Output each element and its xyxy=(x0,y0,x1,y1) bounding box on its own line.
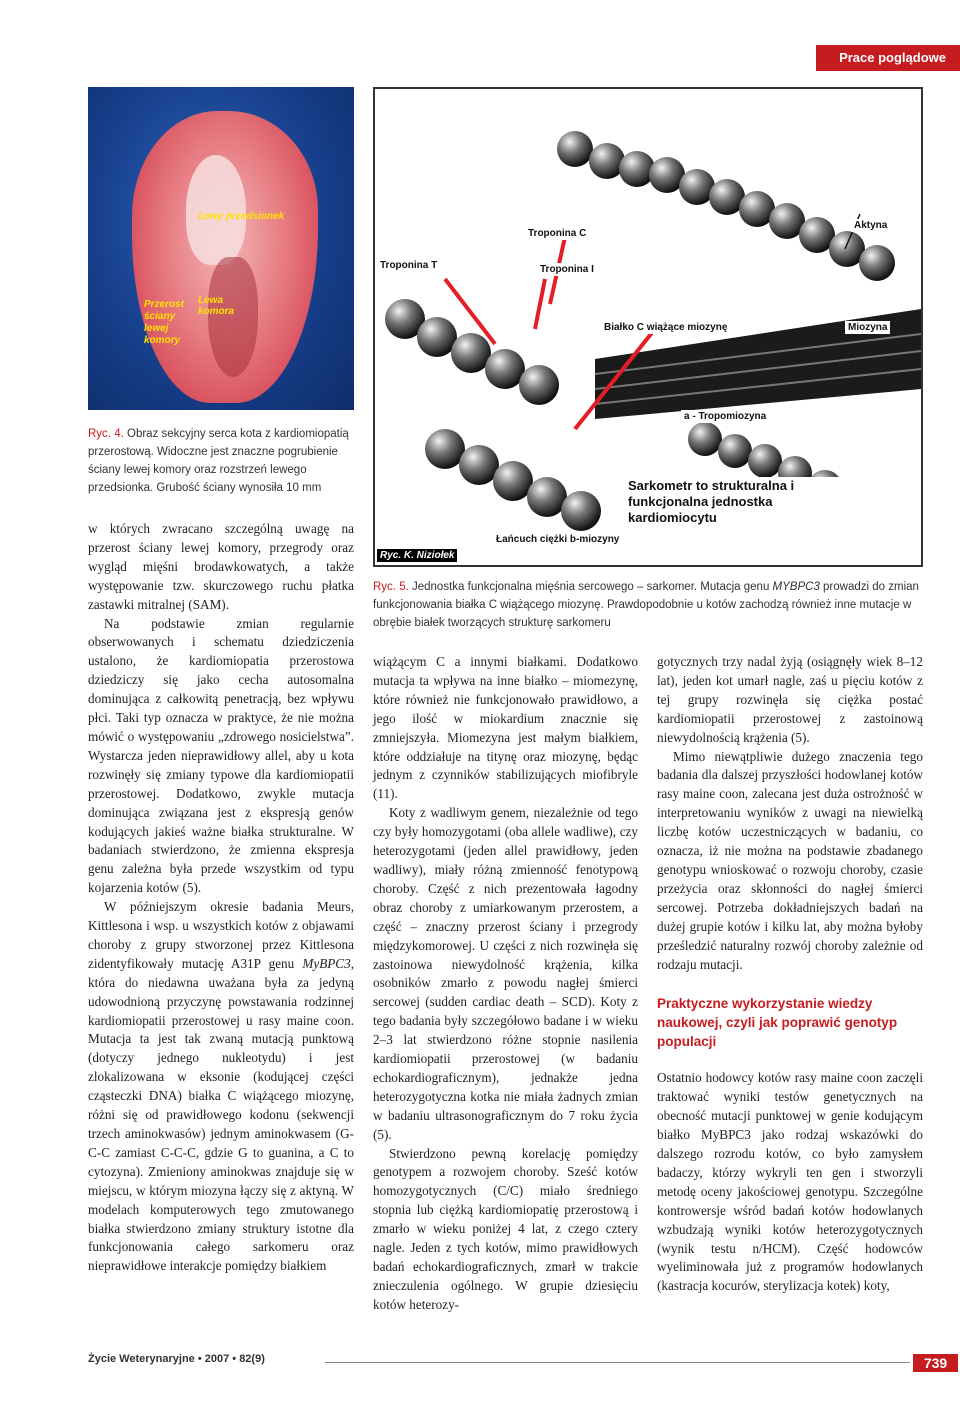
figure4-caption xyxy=(88,425,358,497)
label-left-atrium: Lewy przedsionek xyxy=(198,211,285,222)
figure5-caption-label: Ryc. 5. xyxy=(373,581,409,593)
column-3 xyxy=(657,653,923,1296)
figure5-caption-gene: MYBPC3 xyxy=(772,581,820,593)
column-2 xyxy=(373,653,638,1315)
label-hypertrophy: Przerost ściany lewej komory xyxy=(144,299,185,346)
label-troponin-i: Troponina I xyxy=(537,263,597,276)
column-1 xyxy=(88,520,354,1276)
figure4-caption-label: Ryc. 4. xyxy=(88,428,124,440)
col1-paragraph-2: Na podstawie zmian regularnie obserwowanych i schematu dziedziczenia ustalono, że kardiomiopatia przerostowa dziedziczy się jako cecha autosomalna dominująca z całkowitą penetracją, bez wpływu płci. Taki typ oznacza w praktyce, że nie można mówić o występowaniu „zdrowego nosicielstwa”. Wystarcza jeden nieprawidłowy allel, aby u kota rozwinęły się zmiany typowe dla kardiomiopatii przerostowej. Dodatkowo, zwykle mutacja dominująca związana jest z ekspresją genów kodujących jakieś ważne białka strukturalne. W badaniach stwierdzono, że zmienna ekspresja genu zależna była przede wszystkim od typu kojarzenia kotów (5). xyxy=(88,615,354,896)
col1-paragraph-3a: W późniejszym okresie badania Meurs, Kittlesona i wsp. u wszystkich kotów z objawami choroby z grupy stworzonej przez Kittlesona zidentyfikowały mutację A31P genu xyxy=(88,899,354,971)
section-heading: Praktyczne wykorzystanie wiedzy naukowej, czyli jak poprawić genotyp populacji xyxy=(657,996,898,1050)
label-left-ventricle: Lewa komora xyxy=(198,295,235,317)
label-sarcomere: Sarkometr to strukturalna i funkcjonalna jednostka kardiomiocytu xyxy=(625,477,863,527)
label-heavy-chain: Łańcuch ciężki b-miozyny xyxy=(493,533,622,546)
col2-paragraph-1: wiążącym C a innymi białkami. Dodatkowo mutacja ta wpływa na inne białko – miomezynę, które również nie funkcjonowało prawidłowo, a jego ilość w miokardium znacznie się zmniejszyła. Miomezyna jest małym białkiem, które oddziałuje na titynę oraz miozynę, będąc jednym z czynników stabilizujących miofibryle (11). xyxy=(373,654,638,802)
col1-gene-name: MyBPC3 xyxy=(302,955,351,971)
heart-photo xyxy=(88,87,354,410)
label-mybpc: Białko C wiążące miozynę xyxy=(601,321,730,334)
figure4-caption-text: Obraz sekcyjny serca kota z kardiomiopatią przerostową. Widoczne jest znaczne pogrubienie ściany lewej komory oraz rozstrzeń lewego przedsionka. Grubość ściany wynosiła 10 mm xyxy=(88,428,349,494)
col3-paragraph-3: Ostatnio hodowcy kotów rasy maine coon zaczęli traktować wyniki testów genetycznych na obecność mutacji punktowej w genie kodującym białko MyBPC3 jako rodzaj wskazówki do dalszego rozrodu kotów, co było zamysłem badaczy, którzy wykryli ten gen i stworzyli metodę oceny jakościowej genotypu. Szczególne kontrowersje wśród badań kotów hodowlanych wzbudzają wyniki kotów heterozygotycznych (wynik testu n/HCM). Część hodowców wyeliminowała już z programów hodowlanych (kastracja kocurów, sterylizacja kotek) koty, xyxy=(657,1070,923,1294)
figure5-caption-pre: Jednostka funkcjonalna mięśnia sercowego – sarkomer. Mutacja genu xyxy=(412,581,773,593)
label-actin: Aktyna xyxy=(851,219,890,232)
page-number: 739 xyxy=(913,1354,958,1372)
label-credit: Ryc. K. Niziołek xyxy=(377,549,457,562)
col1-paragraph-3b: , która do niedawna uważana była za jedyną udowodnioną przyczynę powstawania rodzinnej kardiomiopatii przerostowej u rasy maine coon. Mutacja ta jest tak zwaną mutacją punktową (dotyczy jednego nukleotydu) i jest zlokalizowana w eksonie (kodującej części cząsteczki DNA) białka C wiążącego miozynę, różni się od prawidłowego kodonu (sekwencji trzech aminokwasów) jednym aminokwasem (G-C-C zamiast C-C-C, gdzie G to guanina, a C to cytozyna). Zmieniony aminokwas znajduje się w miejscu, w którym miozyna łączy się z aktyną. W modelach komputerowych tego zmutowanego białka stwierdzono zmiany struktury istotne dla funkcjonowania całego sarkomeru oraz nieprawidłowe interakcje pomiędzy białkiem xyxy=(88,955,354,1274)
figure5-caption-post: prowadzi do zmian funkcjonowania białka C wiążącego miozynę. Prawdopodobnie u kotów zachodzą również inne mutacje w obrębie białek tworzących strukturę sarkomeru xyxy=(373,581,919,629)
figure5-caption xyxy=(373,578,925,632)
sarcomere-diagram xyxy=(373,87,923,567)
col1-paragraph-3 xyxy=(88,898,354,1276)
journal-footer: Życie Weterynaryjne • 2007 • 82(9) xyxy=(88,1353,265,1365)
col3-paragraph-2: Mimo niewątpliwie dużego znaczenia tego badania dla dalszej przyszłości hodowlanej kotów rasy maine coon, zalecana jest duża ostrożność w interpretowaniu wyników z uwagi na niewielką liczbę kotów uczestniczących w badaniu, co oznacza, iż nie można na podstawie zbadanego genotypu wnioskować o rozwoju choroby, czasie przeżycia oraz skłonności do nagłej śmierci sercowej. Potrzeba dokładniejszych badań na dużej grupie kotów i kilku lat, aby można byłoby prześledzić naturalny rozwój choroby zależnie od rodzaju mutacji. xyxy=(657,748,923,972)
label-tropomyosin: a - Tropomiozyna xyxy=(681,410,769,423)
col3-paragraph-1: gotycznych trzy nadal żyją (osiągnęły wiek 8–12 lat), jeden kot umarł nagle, zaś u pięciu kotów z tej grupy rozwinęła się ciężka postać kardiomiopatii przerostowej z zastoinową niewydolnością krążenia (5). xyxy=(657,654,923,745)
label-troponin-c: Troponina C xyxy=(525,227,589,240)
label-troponin-t: Troponina T xyxy=(377,259,440,272)
section-label: Prace poglądowe xyxy=(816,45,960,71)
label-myosin: Miozyna xyxy=(845,321,890,334)
col2-paragraph-3: Stwierdzono pewną korelację pomiędzy genotypem a rozwojem choroby. Sześć kotów homozygotycznych (C/C) miało średniego stopnia lub ciężką kardiomiopatię przerostową i zmarło w wieku poniżej 4 lat, z czego cztery nagle. Jeden z tych kotów, mimo prawidłowych badań echokardiograficznych, zmarł w trakcie znieczulenia ogólnego. W grupie dziesięciu kotów heterozy- xyxy=(373,1145,638,1312)
col1-paragraph-1: w których zwracano szczególną uwagę na przerost ściany lewej komory, przegrody oraz wygląd mięśni brodawkowatych, a także występowanie tzw. skurczowego ruchu płatka zastawki mitralnej (SAM). xyxy=(88,521,354,612)
col2-paragraph-2: Koty z wadliwym genem, niezależnie od tego czy były homozygotami (oba allele wadliwe), czy heterozygotami (jeden allel prawidłowy, jeden wadliwy), miały różną zmienność fenotypową choroby. Część z nich prezentowała łagodny obraz choroby z umiarkowanym przerostem, a część – znaczny przerost ściany i przegrody międzykomorowej. U części z nich rozwinęła się zastoinowa niewydolność krążenia, kilka osobników zmarło z powodu nagłej śmierci sercowej (sudden cardiac death – SCD). Koty z tego badania były szczegółowo badane i w wieku 2–3 lat stwierdzono różne stopnie nasilenia kardiomiopatii przerostowej (w badaniu echokardiograficznym), jednakże jedna heterozygotyczna kotka nie miała żadnych zmian w badaniu ultrasonograficznym do 7 roku życia (5). xyxy=(373,805,638,1142)
left-atrium-cavity xyxy=(186,155,246,265)
footer-divider xyxy=(325,1362,910,1363)
left-ventricle-cavity xyxy=(208,257,258,377)
